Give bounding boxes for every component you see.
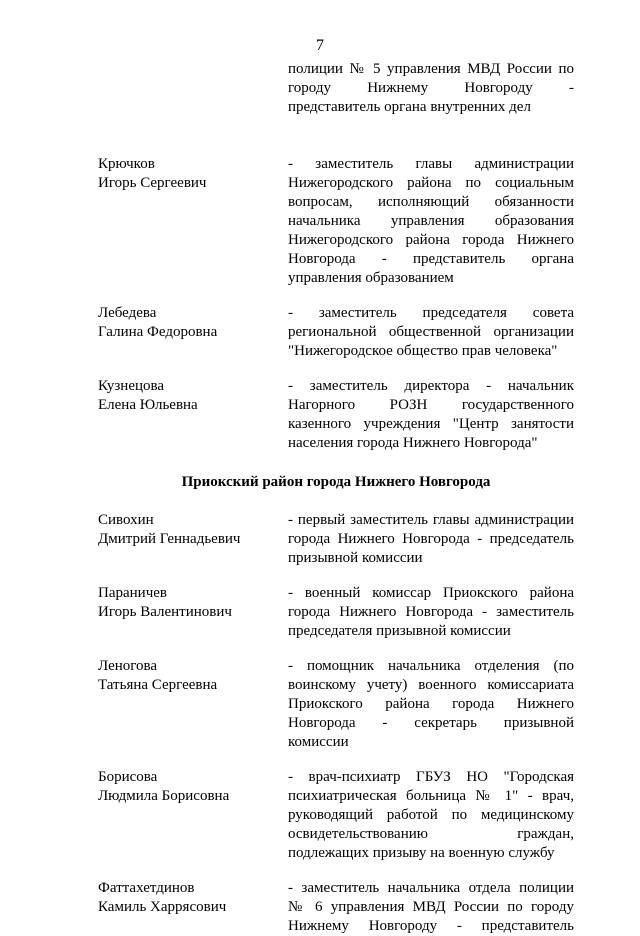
member-surname: Борисова	[98, 769, 158, 785]
role-line: начальника управления образования	[288, 213, 574, 229]
member-role	[288, 657, 574, 752]
section-heading: Приокский район города Нижнего Новгорода	[181, 474, 491, 490]
member-name	[98, 511, 288, 568]
member-entry	[98, 657, 574, 752]
description-line: полиции № 5 управления МВД России по	[288, 61, 574, 77]
member-surname: Леногова	[98, 658, 158, 674]
member-given-name: Дмитрий Геннадьевич	[98, 531, 241, 547]
role-line: - заместитель директора - начальник	[288, 378, 574, 394]
role-line: управления образованием	[288, 270, 454, 286]
role-line: - военный комиссар Приокского района	[288, 585, 574, 601]
member-entry	[98, 155, 574, 288]
role-line: казенного учреждения "Центр занятости	[288, 416, 574, 432]
member-name	[98, 879, 288, 936]
member-surname: Кузнецова	[98, 378, 165, 394]
role-line: Нагорного РОЗН государственного	[288, 397, 574, 413]
member-given-name: Татьяна Сергеевна	[98, 677, 218, 693]
role-line: - заместитель главы администрации	[288, 156, 574, 172]
member-given-name: Елена Юльевна	[98, 397, 198, 413]
member-role	[288, 584, 574, 641]
role-line: психиатрическая больница № 1" - врач,	[288, 788, 574, 804]
description-line: представитель органа внутренних дел	[288, 99, 531, 115]
member-given-name: Людмила Борисовна	[98, 788, 230, 804]
role-line: - заместитель начальника отдела полиции	[288, 880, 574, 896]
member-given-name: Камиль Харрясович	[98, 899, 227, 915]
member-entry	[98, 511, 574, 568]
member-name	[98, 377, 288, 453]
role-line: "Нижегородское общество прав человека"	[288, 343, 558, 359]
member-surname: Фаттахетдинов	[98, 880, 195, 896]
role-line: Нижнему Новгороду - представитель	[288, 918, 574, 934]
role-line: - первый заместитель главы администрации	[288, 512, 574, 528]
member-given-name: Игорь Сергеевич	[98, 175, 207, 191]
role-line: Нижегородского района по социальным	[288, 175, 574, 191]
role-line: Новгорода - представитель органа	[288, 251, 574, 267]
member-surname: Сивохин	[98, 512, 154, 528]
role-line: комиссии	[288, 734, 349, 750]
role-line: руководящий работой по медицинскому	[288, 807, 574, 823]
member-entry	[98, 377, 574, 453]
role-line: города Нижнего Новгорода - председатель	[288, 531, 574, 547]
member-name	[98, 768, 288, 863]
member-name	[98, 304, 288, 361]
member-given-name: Игорь Валентинович	[98, 604, 232, 620]
role-line: № 6 управления МВД России по городу	[288, 899, 574, 915]
role-line: - врач-психиатр ГБУЗ НО "Городская	[288, 769, 574, 785]
member-role	[288, 768, 574, 863]
role-line: региональной общественной организации	[288, 324, 574, 340]
member-role	[288, 155, 574, 288]
member-role	[288, 511, 574, 568]
description-line: городу Нижнему Новгороду -	[288, 80, 574, 96]
role-line: подлежащих призыву на военную службу	[288, 845, 555, 861]
continuation-entry	[98, 60, 574, 117]
member-entry	[98, 768, 574, 863]
role-line: - помощник начальника отделения (по	[288, 658, 574, 674]
role-line: города Нижнего Новгорода - заместитель	[288, 604, 574, 620]
role-line: воинскому учету) военного комиссариата	[288, 677, 574, 693]
member-surname: Крючков	[98, 156, 155, 172]
page-number: 7	[316, 37, 324, 54]
role-line: - заместитель председателя совета	[288, 305, 574, 321]
member-role	[288, 377, 574, 453]
member-entry	[98, 584, 574, 641]
commission-list	[98, 60, 574, 936]
role-line: вопросам, исполняющий обязанности	[288, 194, 574, 210]
role-line: председателя призывной комиссии	[288, 623, 511, 639]
member-name	[98, 584, 288, 641]
member-role	[288, 879, 574, 936]
role-line: освидетельствованию граждан,	[288, 826, 574, 842]
entry-name-empty	[98, 60, 288, 117]
member-entry	[98, 879, 574, 936]
member-name	[98, 657, 288, 752]
member-name	[98, 155, 288, 288]
member-role	[288, 304, 574, 361]
entry-description	[288, 60, 574, 117]
role-line: населения города Нижнего Новгорода"	[288, 435, 538, 451]
member-surname: Лебедева	[98, 305, 157, 321]
role-line: Приокского района города Нижнего	[288, 696, 574, 712]
member-surname: Параничев	[98, 585, 167, 601]
member-entry	[98, 304, 574, 361]
role-line: Новгорода - секретарь призывной	[288, 715, 574, 731]
member-given-name: Галина Федоровна	[98, 324, 218, 340]
role-line: Нижегородского района города Нижнего	[288, 232, 574, 248]
role-line: призывной комиссии	[288, 550, 423, 566]
